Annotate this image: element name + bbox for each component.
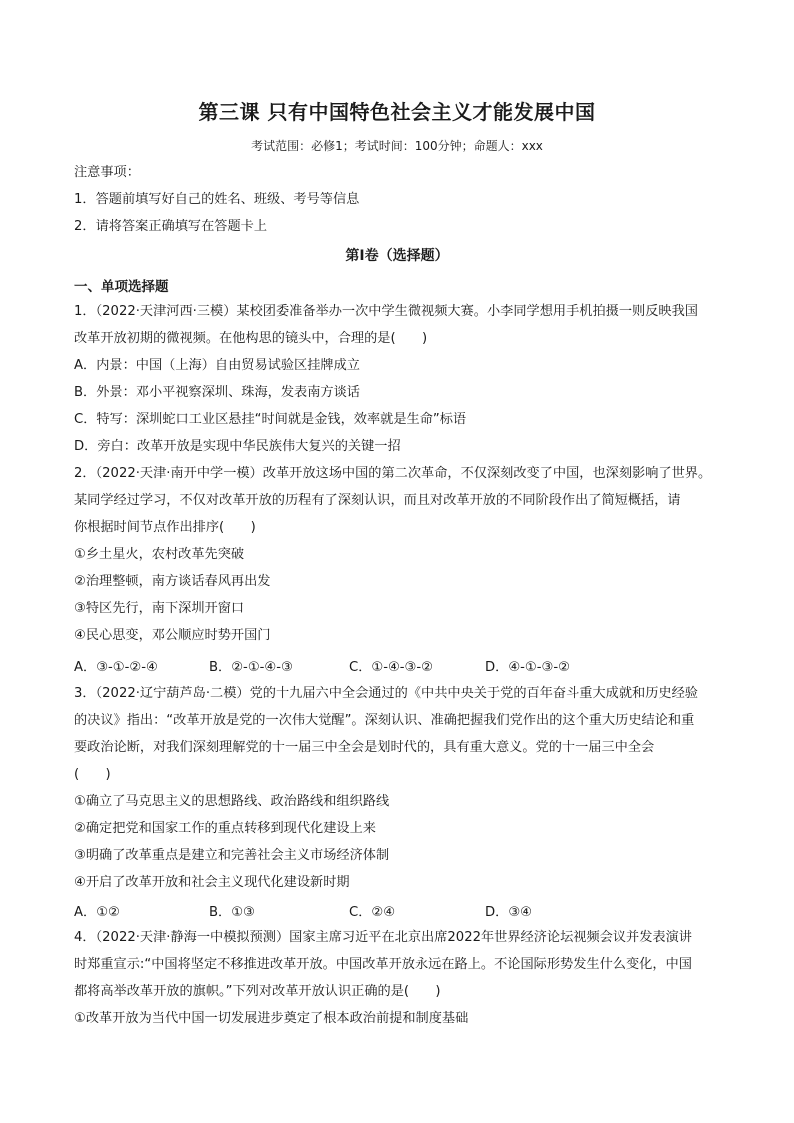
q2-item: ③特区先行，南下深圳开窗口 <box>74 601 245 616</box>
q2-item: ④民心思变，邓公顺应时势开国门 <box>74 628 271 643</box>
q2-option-c: C．①-④-③-② <box>349 660 433 675</box>
q3-option-c: C．②④ <box>349 905 396 920</box>
question-4-text: 都将高举改革开放的旗帜。”下列对改革开放认识正确的是( ) <box>74 984 441 999</box>
notice-label: 注意事项： <box>74 165 140 180</box>
question-1-text: 改革开放初期的微视频。在他构思的镜头中，合理的是( ) <box>74 331 428 346</box>
q2-item: ②治理整顿，南方谈话春风再出发 <box>74 574 271 589</box>
part-heading: 一、单项选择题 <box>74 279 169 295</box>
q2-option-a: A．③-①-②-④ <box>74 660 158 675</box>
q3-option-d: D．③④ <box>485 905 532 920</box>
section-title: 第I卷（选择题） <box>345 248 449 264</box>
question-2-text: 2．（2022·天津·南开中学一模）改革开放这场中国的第二次革命，不仅深刻改变了中国，也深刻影响了世界。 <box>74 466 712 481</box>
q3-option-a: A．①② <box>74 905 120 920</box>
question-4-text: 时郑重宣示:“中国将坚定不移推进改革开放。中国改革开放永远在路上。不论国际形势发生什么变化，中国 <box>74 957 692 972</box>
question-1-text: 1．（2022·天津河西·三模）某校团委准备举办一次中学生微视频大赛。小李同学想用手机拍摄一则反映我国 <box>74 304 698 319</box>
q4-item: ①改革开放为当代中国一切发展进步奠定了根本政治前提和制度基础 <box>74 1011 469 1026</box>
question-3-text: 的决议》指出：“改革开放是党的一次伟大觉醒”。深刻认识、准确把握我们党作出的这个重大历史结论和重 <box>74 713 695 728</box>
q1-option-b: B．外景：邓小平视察深圳、珠海，发表南方谈话 <box>74 385 360 400</box>
q3-item: ②确定把党和国家工作的重点转移到现代化建设上来 <box>74 821 376 836</box>
question-3-text: ( ) <box>74 767 111 782</box>
question-4-text: 4．（2022·天津·静海一中模拟预测）国家主席习近平在北京出席2022年世界经济论坛视频会议并发表演讲 <box>74 930 692 945</box>
exam-info: 考试范围：必修1；考试时间：100分钟；命题人：xxx <box>251 139 543 153</box>
q3-option-b: B．①③ <box>209 905 255 920</box>
q1-option-c: C．特写：深圳蛇口工业区悬挂“时间就是金钱，效率就是生命”标语 <box>74 412 467 427</box>
q3-item: ①确立了马克思主义的思想路线、政治路线和组织路线 <box>74 794 390 809</box>
question-2-text: 某同学经过学习，不仅对改革开放的历程有了深刻认识，而且对改革开放的不同阶段作出了简短概括，请 <box>74 493 681 508</box>
q2-item: ①乡土星火，农村改革先突破 <box>74 547 245 562</box>
q1-option-a: A．内景：中国（上海）自由贸易试验区挂牌成立 <box>74 358 360 373</box>
question-3-text: 3．（2022·辽宁葫芦岛·二模）党的十九届六中全会通过的《中共中央关于党的百年奋斗重大成就和历史经验 <box>74 686 698 701</box>
notice-item: 2．请将答案正确填写在答题卡上 <box>74 219 268 234</box>
q2-option-b: B．②-①-④-③ <box>209 660 293 675</box>
q1-option-d: D．旁白：改革开放是实现中华民族伟大复兴的关键一招 <box>74 439 401 454</box>
page-title: 第三课 只有中国特色社会主义才能发展中国 <box>198 100 596 124</box>
q2-options <box>74 656 570 675</box>
q3-options <box>74 901 532 920</box>
q3-item: ③明确了改革重点是建立和完善社会主义市场经济体制 <box>74 848 390 863</box>
question-2-text: 你根据时间节点作出排序( ) <box>74 520 256 535</box>
q3-item: ④开启了改革开放和社会主义现代化建设新时期 <box>74 875 350 890</box>
question-3-text: 要政治论断，对我们深刻理解党的十一届三中全会是划时代的，具有重大意义。党的十一届三中全会 <box>74 740 655 755</box>
q2-option-d: D．④-①-③-② <box>485 660 570 675</box>
notice-item: 1．答题前填写好自己的姓名、班级、考号等信息 <box>74 192 360 207</box>
